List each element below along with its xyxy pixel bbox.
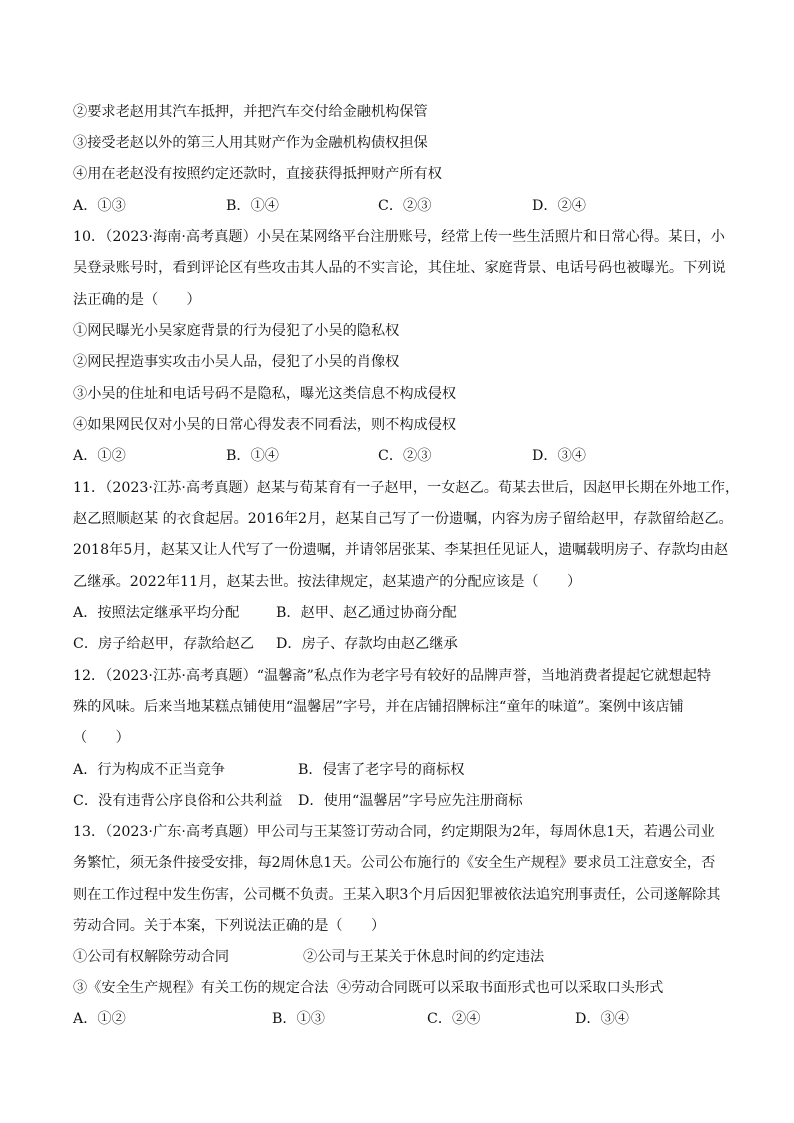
q11-stem-line-2: 赵乙照顺赵某 的衣食起居。2016年2月，赵某自己写了一份遗嘱，内容为房子留给赵甲，存款留给赵乙。 <box>73 511 733 527</box>
q11-stem-line-1: 11．（2023·江苏·高考真题）赵某与荀某育有一子赵甲，一女赵乙。荀某去世后，因赵甲长期在外地工作， <box>73 480 740 496</box>
q9-option-b: B．①④ <box>226 198 279 214</box>
q12-stem-line-1: 12．（2023·江苏·高考真题）“温馨斋”私点作为老字号有较好的品牌声誉，当地消费者提起它就想起特 <box>73 668 712 684</box>
q13-item-2: ②公司与王某关于休息时间的约定违法 <box>303 949 545 965</box>
q10-item-3: ③小吴的住址和电话号码不是隐私，曝光这类信息不构成侵权 <box>73 386 457 402</box>
q13-stem-line-4: 劳动合同。关于本案，下列说法正确的是（ ） <box>73 918 386 934</box>
q11-option-a: A．按照法定继承平均分配 <box>73 605 240 621</box>
q13-item-1: ①公司有权解除劳动合同 <box>73 949 230 965</box>
q11-option-d: D．房子、存款均由赵乙继承 <box>276 636 458 652</box>
q9-item-2: ②要求老赵用其汽车抵押，并把汽车交付给金融机构保管 <box>73 104 428 120</box>
q10-item-2: ②网民捏造事实攻击小吴人品，侵犯了小吴的肖像权 <box>73 354 400 370</box>
q11-stem-line-3: 2018年5月，赵某又让人代写了一份遗嘱，并请邻居张某、李某担任见证人，遗嘱载明房子、存款均由赵 <box>73 542 729 558</box>
q12-option-b: B．侵害了老字号的商标权 <box>298 762 465 778</box>
q13-stem-line-1: 13．（2023·广东·高考真题）甲公司与王某签订劳动合同，约定期限为2年，每周休息1天，若遇公司业 <box>73 824 715 840</box>
q9-item-4: ④用在老赵没有按照约定还款时，直接获得抵押财产所有权 <box>73 166 442 182</box>
q11-option-b: B．赵甲、赵乙通过协商分配 <box>276 605 457 621</box>
q13-option-d: D．③④ <box>575 1011 629 1027</box>
q12-stem-line-2: 殊的风味。后来当地某糕点铺使用“温馨居”字号，并在店铺招牌标注“童年的味道”。案例中该店铺 <box>73 699 684 715</box>
q13-item-3: ③《安全生产规程》有关工伤的规定合法 <box>73 980 329 996</box>
q11-option-c: C．房子给赵甲，存款给赵乙 <box>73 636 255 652</box>
q11-stem-line-4: 乙继承。2022年11月，赵某去世。按法律规定，赵某遗产的分配应该是（ ） <box>73 574 582 590</box>
q10-option-a: A．①② <box>73 448 126 464</box>
q9-option-d: D．②④ <box>532 198 586 214</box>
q10-stem-line-2: 吴登录账号时，看到评论区有些攻击其人品的不实言论，其住址、家庭背景、电话号码也被曝光。下列说 <box>73 260 726 276</box>
q12-stem-line-3: （ ） <box>73 730 130 746</box>
q12-option-c: C．没有违背公序良俗和公共利益 <box>73 793 283 809</box>
q13-item-4: ④劳动合同既可以采取书面形式也可以采取口头形式 <box>337 980 664 996</box>
q13-stem-line-2: 务繁忙，须无条件接受安排，每2周休息1天。公司公布施行的《安全生产规程》要求员工注意安全，否 <box>73 855 716 871</box>
q12-option-a: A．行为构成不正当竞争 <box>73 762 226 778</box>
q12-option-d: D．使用“温馨居”字号应先注册商标 <box>298 793 523 809</box>
q13-option-c: C．②④ <box>427 1011 481 1027</box>
q9-option-a: A．①③ <box>73 198 126 214</box>
q10-option-c: C．②③ <box>378 448 432 464</box>
q13-stem-line-3: 则在工作过程中发生伤害，公司概不负责。王某入职3个月后因犯罪被依法追究刑事责任，公司遂解除其 <box>73 887 721 903</box>
q10-option-b: B．①④ <box>226 448 279 464</box>
q9-item-3: ③接受老赵以外的第三人用其财产作为金融机构债权担保 <box>73 135 428 151</box>
q13-option-b: B．①③ <box>272 1011 325 1027</box>
q10-item-4: ④如果网民仅对小吴的日常心得发表不同看法，则不构成侵权 <box>73 417 457 433</box>
q10-item-1: ①网民曝光小吴家庭背景的行为侵犯了小吴的隐私权 <box>73 323 400 339</box>
q10-option-d: D．③④ <box>532 448 586 464</box>
q13-option-a: A．①② <box>73 1011 126 1027</box>
q10-stem-line-3: 法正确的是（ ） <box>73 292 201 308</box>
q10-stem-line-1: 10．（2023·海南·高考真题）小吴在某网络平台注册账号，经常上传一些生活照片和日常心得。某日，小 <box>73 229 725 245</box>
q9-option-c: C．②③ <box>378 198 432 214</box>
